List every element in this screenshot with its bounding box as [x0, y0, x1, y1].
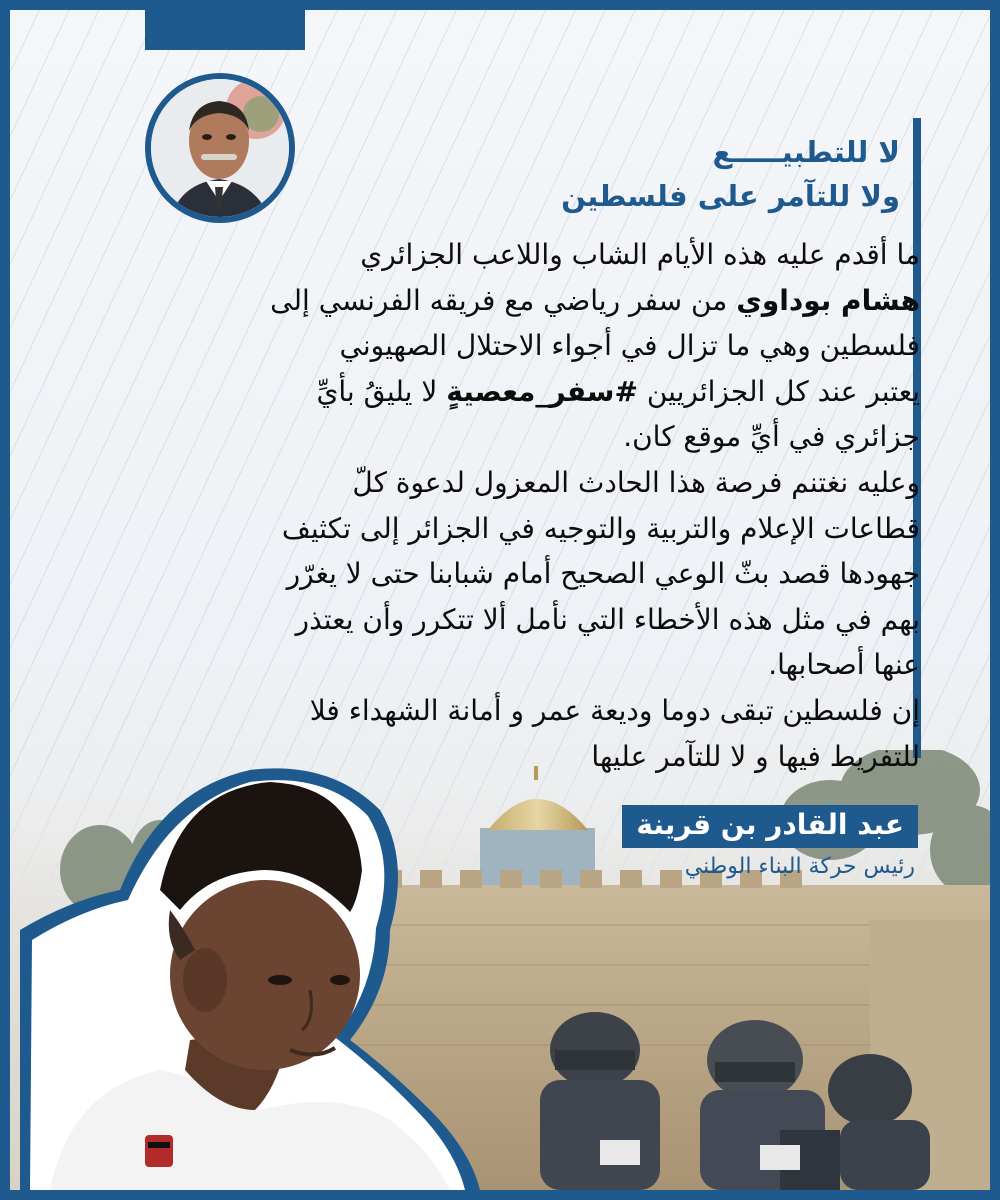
headline-line-1: لا للتطبيـــــع [712, 135, 900, 169]
body-line: للتفريط فيها و لا للتآمر عليها [591, 739, 920, 773]
body-text-span: يعتبر عند كل الجزائريين [637, 374, 920, 408]
body-line: جهودها قصد بثّ الوعي الصحيح أمام شبابنا حتى لا يغرّر [286, 557, 920, 591]
body-text-span: لا يليقُ بأيِّ [316, 374, 447, 408]
author-role: رئيس حركة البناء الوطني [684, 854, 915, 879]
statement-body [40, 232, 920, 779]
headline [450, 130, 900, 218]
player-photo-image [10, 750, 480, 1190]
body-line: ما أقدم عليه هذه الأيام الشاب واللاعب الجزائري [360, 238, 920, 271]
player-name: هشام بوداوي [736, 283, 920, 317]
author-name-badge: عبد القادر بن قرينة [622, 805, 918, 848]
body-line [40, 278, 920, 324]
hashtag: #سفر_معصيةٍ [446, 374, 638, 408]
body-line: إن فلسطين تبقى دوما وديعة عمر و أمانة الشهداء فلا [309, 693, 920, 727]
body-text-span: من سفر رياضي مع فريقه الفرنسي إلى [270, 283, 737, 317]
body-line: بهم في مثل هذه الأخطاء التي نأمل ألا تتكرر وأن يعتذر [295, 602, 920, 636]
body-line: وعليه نغتنم فرصة هذا الحادث المعزول لدعوة كلّ [352, 465, 920, 499]
body-line: جزائري في أيِّ موقع كان. [623, 420, 920, 454]
author-portrait-icon [151, 79, 289, 217]
body-line [40, 369, 920, 415]
top-tab-decoration [145, 10, 305, 50]
headline-line-2: ولا للتآمر على فلسطين [561, 179, 900, 213]
body-line: عنها أصحابها. [768, 648, 920, 682]
body-line: فلسطين وهي ما تزال في أجواء الاحتلال الصهيوني [339, 329, 920, 363]
author-avatar [145, 73, 295, 223]
body-line: قطاعات الإعلام والتربية والتوجيه في الجزائر إلى تكثيف [281, 511, 920, 545]
poster-canvas [10, 10, 990, 1190]
